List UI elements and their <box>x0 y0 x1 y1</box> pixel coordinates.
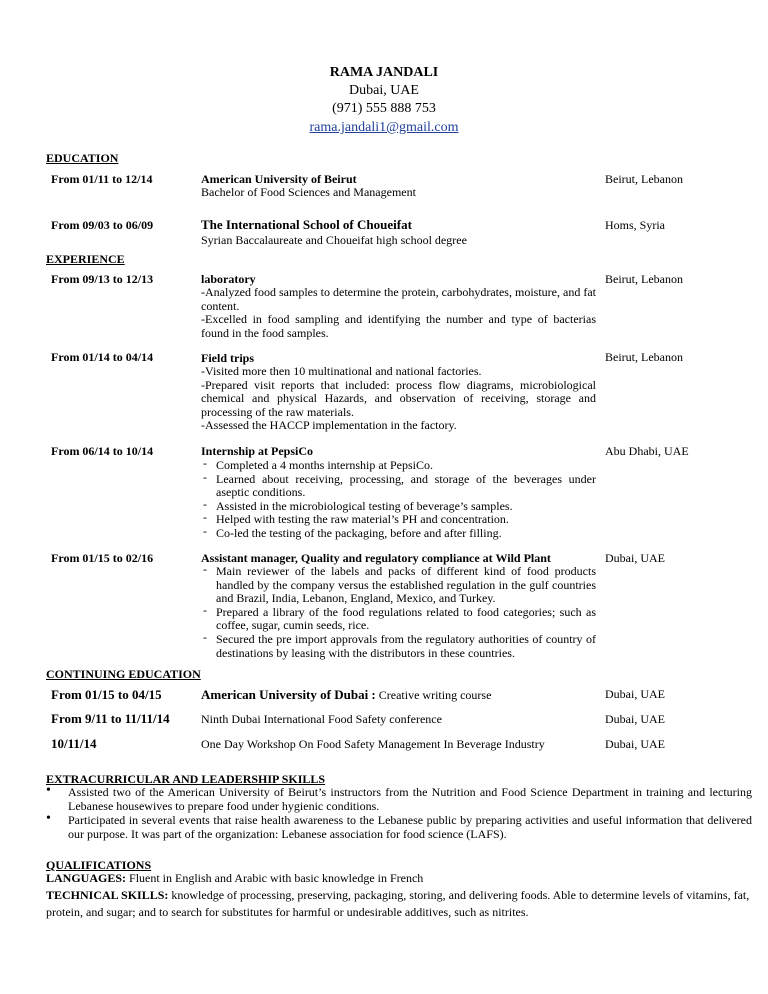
list-item: - Secured the pre import approvals from the regulatory authorities of country of destinations by leasing with the distributors in these countries. <box>201 633 596 660</box>
continuing-location-2: Dubai, UAE <box>605 712 665 726</box>
continuing-date-3: 10/11/14 <box>51 736 97 751</box>
continuing-education-heading: CONTINUING EDUCATION <box>46 667 201 681</box>
education-date-2: From 09/03 to 06/09 <box>51 218 154 232</box>
education-location-1: Beirut, Lebanon <box>605 172 683 186</box>
experience-date-1: From 09/13 to 12/13 <box>51 272 154 286</box>
education-date-1: From 01/11 to 12/14 <box>51 172 153 186</box>
education-school-2: The International School of Choueifat <box>201 217 412 232</box>
continuing-title-1: American University of Dubai : <box>201 687 376 702</box>
header-location: Dubai, UAE <box>349 83 419 98</box>
experience-2-line: -Assessed the HACCP implementation in the factory. <box>201 418 457 433</box>
experience-location-2: Beirut, Lebanon <box>605 350 683 364</box>
education-degree-1: Bachelor of Food Sciences and Management <box>201 185 416 199</box>
resume-name: RAMA JANDALI <box>329 65 439 80</box>
education-location-2: Homs, Syria <box>605 218 665 232</box>
extracurricular-bullets <box>46 785 752 841</box>
experience-title-4: Assistant manager, Quality and regulatory compliance at Wild Plant <box>201 551 551 565</box>
continuing-date-2: From 9/11 to 11/11/14 <box>51 711 170 726</box>
languages-line <box>46 870 752 887</box>
experience-1-line: -Excelled in food sampling and identifying the number and type of bacterias found in the food samples. <box>201 312 596 340</box>
experience-date-4: From 01/15 to 02/16 <box>51 551 154 565</box>
technical-skills-text: knowledge of processing, preserving, packaging, storing, and delivering foods. Able to determine levels of vitamins, fat, protein, and sugar; and to search for substitutes for harmful or undesirable additives, such as nitrites. <box>46 888 750 919</box>
extracurricular-heading: EXTRACURRICULAR AND LEADERSHIP SKILLS <box>46 772 326 786</box>
experience-heading: EXPERIENCE <box>46 252 125 266</box>
list-item: - Assisted in the microbiological testing of beverage’s samples. <box>201 500 596 514</box>
experience-title-3: Internship at PepsiCo <box>201 444 314 458</box>
list-item: - Main reviewer of the labels and packs of different kind of food products handled by the company versus the established regulation in the gulf countries and Brazil, India, Lebanon, England, Mexico, and Turkey. <box>201 565 596 606</box>
list-item: - Completed a 4 months internship at PepsiCo. <box>201 459 596 473</box>
experience-date-3: From 06/14 to 10/14 <box>51 444 154 458</box>
experience-desc-2 <box>201 365 596 433</box>
experience-title-1: laboratory <box>201 272 256 286</box>
technical-skills-paragraph <box>46 887 752 921</box>
experience-desc-1 <box>201 286 596 340</box>
experience-location-4: Dubai, UAE <box>605 551 665 565</box>
experience-title-2: Field trips <box>201 351 254 365</box>
list-item: • Assisted two of the American University of Beirut’s instructors from the Nutrition and Food Science Department in training and lecturing Lebanese housewives to prepare food under hygienic conditions. <box>46 785 752 813</box>
list-item: - Learned about receiving, processing, and storage of the beverages under aseptic conditions. <box>201 473 596 500</box>
continuing-detail-1: Creative writing course <box>375 688 492 702</box>
experience-3-bullets <box>201 459 596 541</box>
education-degree-2: Syrian Baccalaureate and Choueifat high school degree <box>201 233 467 247</box>
experience-2-line: -Prepared visit reports that included: process flow diagrams, microbiological chemical and physical Hazards, and observation of receiving, storage and processing of the raw materials. <box>201 377 596 419</box>
header-email-wrap <box>0 121 768 135</box>
header-phone: (971) 555 888 753 <box>332 101 436 116</box>
continuing-entry-1 <box>201 688 491 702</box>
technical-skills-label: TECHNICAL SKILLS: <box>46 888 169 902</box>
continuing-detail-2: Ninth Dubai International Food Safety conference <box>201 712 442 726</box>
list-item: - Prepared a library of the food regulations related to food categories; such as coffee, sugar, cumin seeds, rice. <box>201 606 596 633</box>
list-item: • Participated in several events that raise health awareness to the Lebanese public by preparing activities and useful information that delivered our purpose. It was part of the organization: Lebanese association for food science (LAFS). <box>46 813 752 841</box>
list-item: - Co-led the testing of the packaging, before and after filling. <box>201 527 596 541</box>
continuing-location-1: Dubai, UAE <box>605 687 665 701</box>
experience-2-line: -Visited more then 10 multinational and national factories. <box>201 364 482 378</box>
continuing-location-3: Dubai, UAE <box>605 737 665 751</box>
languages-label: LANGUAGES: <box>46 871 127 885</box>
experience-4-bullets <box>201 565 596 660</box>
qualifications-heading: QUALIFICATIONS <box>46 858 152 872</box>
experience-1-line: -Analyzed food samples to determine the protein, carbohydrates, moisture, and fat content. <box>201 285 596 313</box>
education-heading: EDUCATION <box>46 151 119 165</box>
continuing-detail-3: One Day Workshop On Food Safety Management In Beverage Industry <box>201 737 545 751</box>
experience-location-3: Abu Dhabi, UAE <box>605 444 689 458</box>
languages-text: Fluent in English and Arabic with basic knowledge in French <box>126 871 424 885</box>
email-link[interactable]: rama.jandali1@gmail.com <box>309 120 459 135</box>
experience-date-2: From 01/14 to 04/14 <box>51 350 154 364</box>
education-school-1: American University of Beirut <box>201 172 357 186</box>
list-item: - Helped with testing the raw material’s PH and concentration. <box>201 513 596 527</box>
continuing-date-1: From 01/15 to 04/15 <box>51 687 162 702</box>
experience-location-1: Beirut, Lebanon <box>605 272 683 286</box>
